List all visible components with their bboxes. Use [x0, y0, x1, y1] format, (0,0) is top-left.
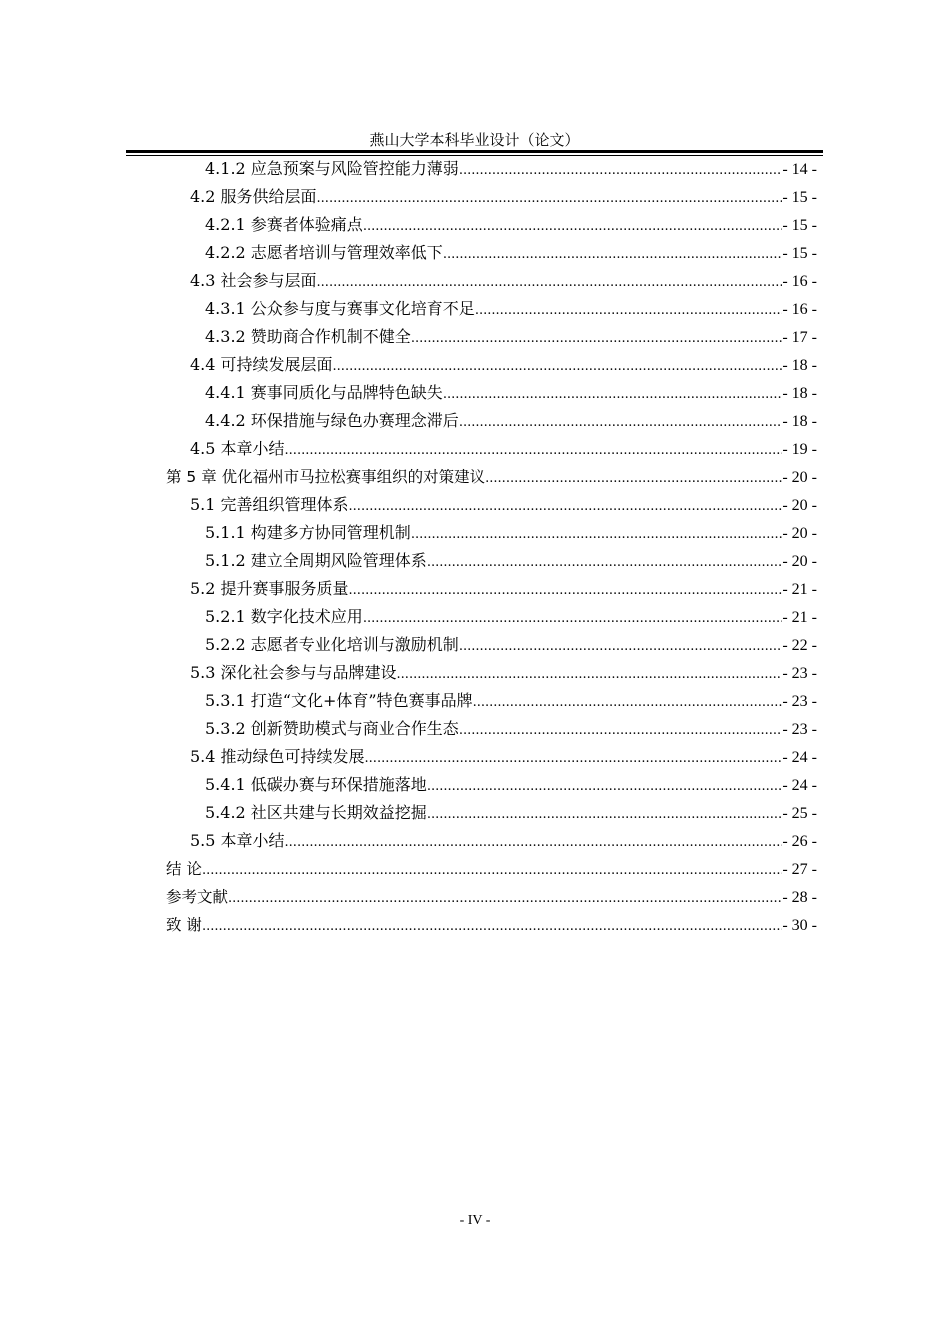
toc-entry[interactable]: [166, 886, 817, 910]
toc-entry-title: 5.4 推动绿色可持续发展: [190, 747, 365, 766]
toc-entry[interactable]: [166, 914, 817, 938]
toc-dot-leader: [411, 328, 783, 350]
toc-entry-page: - 20 -: [782, 469, 817, 486]
toc-entry-page: - 15 -: [782, 217, 817, 234]
toc-entry-page: - 18 -: [782, 385, 817, 402]
toc-dot-leader: [397, 664, 783, 686]
toc-entry-page: - 15 -: [782, 189, 817, 206]
toc-entry-title: 5.2 提升赛事服务质量: [190, 579, 349, 598]
toc-entry-title: 4.5 本章小结: [190, 439, 285, 458]
toc-entry-page: - 20 -: [782, 525, 817, 542]
toc-entry-page: - 23 -: [782, 665, 817, 682]
toc-dot-leader: [427, 804, 783, 826]
toc-entry-page: - 28 -: [782, 889, 817, 906]
toc-entry-title: 5.2.1 数字化技术应用: [205, 607, 363, 626]
toc-entry[interactable]: [205, 158, 817, 182]
toc-entry-page: - 18 -: [782, 357, 817, 374]
toc-dot-leader: [349, 580, 783, 602]
toc-entry-title: 4.2.1 参赛者体验痛点: [205, 215, 363, 234]
toc-dot-leader: [202, 860, 782, 882]
toc-entry-page: - 14 -: [782, 161, 817, 178]
toc-entry[interactable]: [190, 270, 817, 294]
toc-entry[interactable]: [205, 410, 817, 434]
toc-dot-leader: [228, 888, 782, 910]
header-rule-thick: [126, 150, 823, 153]
toc-dot-leader: [459, 720, 783, 742]
toc-entry-title: 5.1.2 建立全周期风险管理体系: [205, 551, 427, 570]
toc-entry-title: 4.2.2 志愿者培训与管理效率低下: [205, 243, 443, 262]
toc-entry-title: 4.3 社会参与层面: [190, 271, 317, 290]
toc-entry-title: 5.1.1 构建多方协同管理机制: [205, 523, 411, 542]
toc-entry-title: 5.5 本章小结: [190, 831, 285, 850]
toc-entry-title: 第 5 章 优化福州市马拉松赛事组织的对策建议: [166, 468, 486, 486]
toc-dot-leader: [459, 160, 783, 182]
toc-entry[interactable]: [190, 186, 817, 210]
toc-entry-page: - 20 -: [782, 497, 817, 514]
toc-dot-leader: [317, 188, 783, 210]
toc-entry-page: - 21 -: [782, 581, 817, 598]
toc-entry-page: - 15 -: [782, 245, 817, 262]
toc-entry-page: - 24 -: [782, 777, 817, 794]
toc-entry[interactable]: [190, 578, 817, 602]
toc-dot-leader: [202, 916, 782, 938]
toc-dot-leader: [459, 412, 783, 434]
toc-entry-title: 参考文献: [166, 888, 229, 906]
toc-entry-title: 4.3.2 赞助商合作机制不健全: [205, 327, 411, 346]
toc-entry-title: 5.2.2 志愿者专业化培训与激励机制: [205, 635, 459, 654]
toc-dot-leader: [411, 524, 783, 546]
toc-entry-title: 5.4.1 低碳办赛与环保措施落地: [205, 775, 427, 794]
toc-entry-page: - 16 -: [782, 273, 817, 290]
toc-entry[interactable]: [205, 718, 817, 742]
toc-entry-page: - 18 -: [782, 413, 817, 430]
toc-entry-title: 4.4.2 环保措施与绿色办赛理念滞后: [205, 411, 459, 430]
toc-dot-leader: [317, 272, 783, 294]
toc-entry[interactable]: [205, 690, 817, 714]
toc-entry[interactable]: [205, 550, 817, 574]
toc-dot-leader: [473, 692, 783, 714]
toc-entry[interactable]: [190, 354, 817, 378]
toc-dot-leader: [443, 244, 783, 266]
toc-entry[interactable]: [205, 214, 817, 238]
toc-entry-title: 5.3.2 创新赞助模式与商业合作生态: [205, 719, 459, 738]
toc-entry-title: 4.1.2 应急预案与风险管控能力薄弱: [205, 159, 459, 178]
toc-dot-leader: [333, 356, 783, 378]
running-header: 燕山大学本科毕业设计（论文）: [369, 131, 580, 149]
toc-dot-leader: [363, 216, 783, 238]
header-rule-thin: [126, 155, 823, 156]
toc-entry-title: 5.3 深化社会参与与品牌建设: [190, 663, 397, 682]
toc-entry[interactable]: [190, 746, 817, 770]
toc-dot-leader: [285, 832, 783, 854]
toc-dot-leader: [485, 468, 782, 490]
toc-dot-leader: [285, 440, 783, 462]
toc-entry-title: 致 谢: [166, 916, 202, 934]
toc-dot-leader: [459, 636, 783, 658]
toc-entry-page: - 25 -: [782, 805, 817, 822]
toc-entry[interactable]: [205, 802, 817, 826]
toc-entry-page: - 27 -: [782, 861, 817, 878]
toc-entry-title: 4.2 服务供给层面: [190, 187, 317, 206]
toc-entry-title: 4.4.1 赛事同质化与品牌特色缺失: [205, 383, 443, 402]
toc-entry-page: - 16 -: [782, 301, 817, 318]
toc-entry-page: - 23 -: [782, 721, 817, 738]
toc-entry-page: - 30 -: [782, 917, 817, 934]
toc-entry-page: - 19 -: [782, 441, 817, 458]
toc-dot-leader: [349, 496, 783, 518]
toc-dot-leader: [363, 608, 783, 630]
toc-entry-title: 4.4 可持续发展层面: [190, 355, 333, 374]
toc-entry-title: 结 论: [166, 860, 202, 878]
toc-entry[interactable]: [190, 494, 817, 518]
toc-entry[interactable]: [205, 634, 817, 658]
toc-entry-page: - 23 -: [782, 693, 817, 710]
toc-entry-title: 4.3.1 公众参与度与赛事文化培育不足: [205, 299, 475, 318]
toc-entry[interactable]: [205, 242, 817, 266]
toc-dot-leader: [365, 748, 783, 770]
toc-dot-leader: [427, 552, 783, 574]
toc-entry[interactable]: [190, 662, 817, 686]
toc-entry[interactable]: [205, 326, 817, 350]
toc-entry[interactable]: [190, 438, 817, 462]
page-number: - IV -: [459, 1213, 491, 1228]
toc-dot-leader: [443, 384, 783, 406]
toc-entry-page: - 26 -: [782, 833, 817, 850]
toc-entry[interactable]: [205, 298, 817, 322]
toc-entry-page: - 17 -: [782, 329, 817, 346]
toc-entry-page: - 24 -: [782, 749, 817, 766]
toc-entry[interactable]: [190, 830, 817, 854]
toc-entry-page: - 20 -: [782, 553, 817, 570]
toc-entry[interactable]: [205, 774, 817, 798]
toc-entry-title: 5.4.2 社区共建与长期效益挖掘: [205, 803, 427, 822]
toc-entry[interactable]: [166, 466, 817, 490]
toc-dot-leader: [427, 776, 783, 798]
toc-entry-page: - 21 -: [782, 609, 817, 626]
toc-entry-page: - 22 -: [782, 637, 817, 654]
toc-entry[interactable]: [205, 606, 817, 630]
toc-dot-leader: [475, 300, 783, 322]
toc-entry-title: 5.1 完善组织管理体系: [190, 495, 349, 514]
toc-entry-title: 5.3.1 打造“文化+体育”特色赛事品牌: [205, 691, 473, 710]
toc-entry[interactable]: [205, 522, 817, 546]
toc-entry[interactable]: [166, 858, 817, 882]
toc-entry[interactable]: [205, 382, 817, 406]
